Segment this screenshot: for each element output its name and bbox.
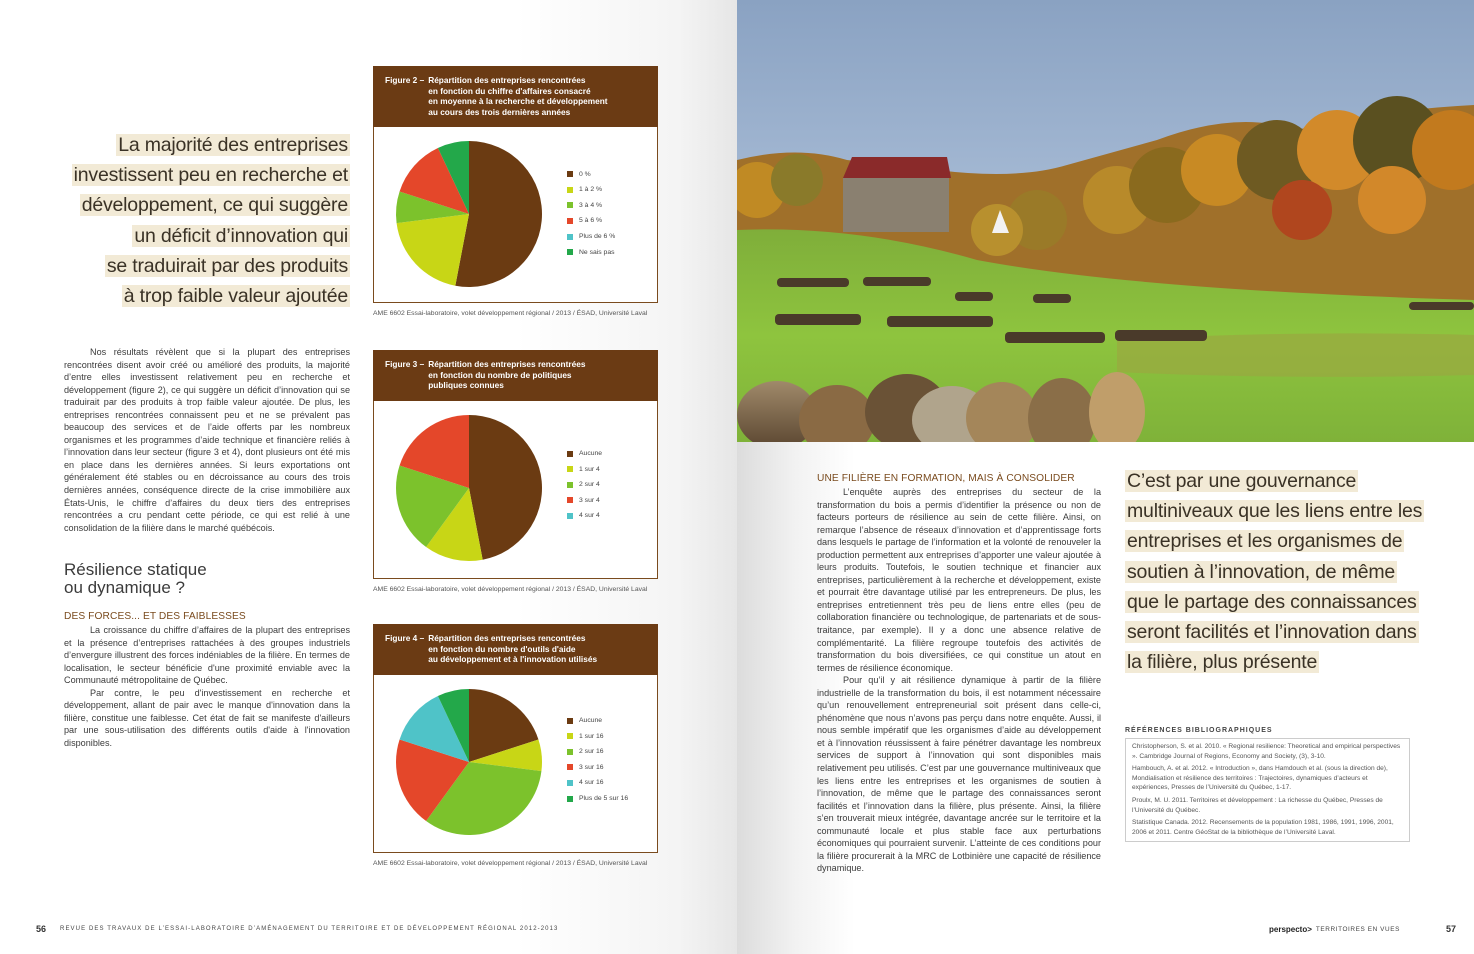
references-title: RÉFÉRENCES BIBLIOGRAPHIQUES [1125,727,1273,734]
pullquote-line: multiniveaux que les liens entre les [1127,500,1423,523]
section-title-line: Résilience statique [64,560,207,579]
right-page [737,0,1474,954]
legend-label: 3 sur 16 [579,763,604,771]
landscape-photo [737,0,1474,442]
legend-swatch [567,171,573,177]
figure-title-line: en moyenne à la recherche et développement [428,96,608,107]
figure-3 [373,350,658,594]
pullquote-line: La majorité des entreprises [118,134,348,156]
legend-swatch [567,466,573,472]
legend-label: Plus de 5 sur 16 [579,795,629,803]
figure-label: Figure 3 – [385,359,425,369]
pullquote-line: se traduirait par des produits [106,254,348,277]
chart-legend [567,166,615,260]
figure-title-line: publiques connues [428,380,504,391]
reference-item: Statistique Canada. 2012. Recensements de la population 1981, 1986, 1991, 1996, 2001, 2006 et 2011. Centre GéoStat de la bibliothèque de l’Université Laval. [1132,819,1394,836]
legend-label: 1 sur 16 [579,732,604,740]
legend-label: 2 sur 4 [579,481,600,489]
reference-item: Christopherson, S. et al. 2010. « Regional resilience: Theoretical and empirical perspectives ». Cambridge Journal of Regions, Economy and Society, (3), 3-10. [1132,743,1401,760]
paragraph: Nos résultats révèlent que si la plupart des entreprises rencontrées disent avoir créé ou amélioré des produits, la majorité d’entre elles investissent relativement peu en recherche et développement (figure 2), ce qui suggère un déficit d’innovation qui se traduirait par des produits à trop faible valeur ajoutée. De plus, les entreprises rencontrées connaissent peu et ne se prévalent pas beaucoup des services et de l’aide offerts par les nombreux organismes et les programmes d’aide technique et financière reliés à l’innovation dans leur secteur (figure 3 et 4), dont plusieurs ont été mis en place dans les dernières années. Si leurs exportations ont généralement été stables ou en décroissance au cours des trois dernières années, conséquence directe de la crise immobilière aux États-Unis, le chiffre d’affaires du deux tiers des entreprises rencontrées a cru pendant cette période, ce qui est relié à une consolidation de la filière dans le marché québécois. [64,347,350,533]
figure-label: Figure 2 – [385,75,425,85]
legend-item [567,244,615,260]
legend-label: 3 sur 4 [579,496,600,504]
chart-area [373,675,658,853]
legend-swatch [567,764,573,770]
legend-item [567,166,615,182]
figure-title-line: au développement et à l'innovation utilisés [428,654,598,665]
figure-title [428,359,585,391]
chart-area [373,401,658,579]
legend-swatch [567,780,573,786]
legend-item [567,229,615,245]
legend-swatch [567,218,573,224]
pullquote-right [1125,466,1425,677]
figure-title-line: en fonction du nombre de politiques [428,369,572,380]
legend-item [567,791,628,807]
pullquote-line: soutien à l’innovation, de même [1127,560,1396,583]
footer-right [1269,924,1456,934]
pullquote-line: à trop faible valeur ajoutée [123,285,348,308]
legend-label: 4 sur 4 [579,512,600,520]
figure-header [373,350,658,401]
pullquote-line: que le partage des connaissances [1127,590,1417,613]
legend-label: Aucune [579,450,603,458]
legend-label: 4 sur 16 [579,779,604,787]
page-number: 57 [1445,924,1456,934]
pullquote-line: seront facilités et l’innovation dans [1127,621,1417,644]
paragraph: La croissance du chiffre d’affaires de la plupart des entreprises et la présence d’entreprises rattachées à des groupes industriels d’envergure illustrent des forces indéniables de la filière. En termes de localisation, le secteur bénéficie d'une proximité enviable avec la Communauté métropolitaine de Québec. [64,625,350,686]
pullquote-line: la filière, plus présente [1127,651,1318,674]
legend-item [567,198,615,214]
pullquote-line: C’est par une gouvernance [1127,470,1357,492]
figure-title-line: en fonction du chiffre d'affaires consacré [428,85,591,96]
footer-left [36,924,559,934]
figure-source: AME 6602 Essai-laboratoire, volet développement régional / 2013 / ÉSAD, Université Laval [373,585,648,593]
brand-logo: perspecto> [1269,924,1312,934]
paragraph: Par contre, le peu d'investissement en recherche et développement, allant de pair avec le manque d'innovation dans la filière, constitue une faiblesse. Cet état de fait se manifeste d'ailleurs par une sous-utilisation des différents outils d'aide à l'innovation disponibles. [64,687,350,748]
legend-label: 5 à 6 % [579,217,603,225]
legend-label: 0 % [579,170,591,178]
subsection-title: DES FORCES... ET DES FAIBLESSES [64,611,246,622]
legend-item [567,713,628,729]
figure-source: AME 6602 Essai-laboratoire, volet développement régional / 2013 / ÉSAD, Université Laval [373,859,648,867]
legend-swatch [567,718,573,724]
legend-swatch [567,249,573,255]
figure-title [428,633,597,665]
pie-chart [394,139,544,289]
legend-item [567,461,602,477]
legend-item [567,182,615,198]
figure-title-line: en fonction du nombre d'outils d'aide [428,643,576,654]
legend-item [567,493,602,509]
pullquote-line: développement, ce qui suggère [81,194,348,217]
series-title: TERRITOIRES EN VUES [1315,925,1400,933]
pie-chart [394,687,544,837]
legend-item [567,213,615,229]
legend-item [567,744,628,760]
figure-header [373,66,658,127]
legend-item [567,446,602,462]
legend-swatch [567,202,573,208]
paragraph: L’enquête auprès des entreprises du secteur de la transformation du bois a permis d’identifier la présence ou non de facteurs porteurs de résilience au sein de cette filière. Ainsi, on remarque l’absence de réseaux d’innovation et d’apprentissage forts dans lesquels le partage de l’information et la volonté de renouveler la production permettent aux entreprises d’apporter une valeur ajoutée à leurs produits. Toutefois, le soutien technique et financier aux entreprises, particulièrement à la recherche et développement, existe et pourrait être davantage utilisé par les entrepreneurs. De plus, les entreprises entretiennent très peu de liens entre elles (peu de collaboration financière ou technologique, de partenariats et de sous-traitance, par exemple). Il y a donc une absence relative de complémentarité. La filière regroupe toutefois des activités de transformation du bois diversifiées, ce qui constitue un atout en termes de résilience économique. [817,487,1101,673]
running-title: REVUE DES TRAVAUX DE L’ESSAI-LABORATOIRE D’AMÉNAGEMENT DU TERRITOIRE ET DE DÉVELOPPEMENT RÉGIONAL 2012-2013 [60,926,559,932]
legend-item [567,477,602,493]
figure-title [428,75,607,117]
legend-label: 1 sur 4 [579,465,600,473]
legend-label: 3 à 4 % [579,201,603,209]
section-title-line: ou dynamique ? [64,578,185,597]
legend-item [567,728,628,744]
pie-slice-aucune [469,415,542,560]
figure-title-line: Répartition des entreprises rencontrées [428,359,586,369]
figure-label: Figure 4 – [385,633,425,643]
legend-label: Ne sais pas [579,248,615,256]
chart-area [373,127,658,303]
legend-item [567,508,602,524]
figure-title-line: Répartition des entreprises rencontrées [428,75,586,85]
legend-swatch [567,497,573,503]
subsection-title: UNE FILIÈRE EN FORMATION, MAIS À CONSOLIDER [817,473,1075,484]
legend-swatch [567,733,573,739]
figure-2 [373,66,658,319]
reference-item: Proulx, M. U. 2011. Territoires et développement : La richesse du Québec, Presses de l’Université du Québec. [1132,796,1383,814]
chart-legend [567,446,602,524]
legend-swatch [567,234,573,240]
paragraph: Pour qu’il y ait résilience dynamique à partir de la filière industrielle de la transformation du bois, il est notamment nécessaire qu’un renouvellement entrepreneurial soit présent dans celle-ci, phénomène que nous n’avons pas perçu dans notre enquête. Aussi, il nous semble impératif que les organismes d’aide au développement et à l’innovation réussissent à faire pénétrer davantage les nombreux services de support à l’innovation qui sont disponibles mais relativement peu utilisés. C’est par une gouvernance multiniveaux que les liens entre les entreprises et les organismes de soutien à l’innovation, de même que le partage des connaissances seront facilités et l’innovation dans la filière, plus présente. Ainsi, la filière s’en trouverait mieux intégrée, davantage ancrée sur le territoire et la communauté locale et plus stable face aux perturbations économiques qui pourraient survenir. L’atteinte de ces conditions pour la filière procurerait à la MRC de Lotbinière une capacité de résilience dynamique. [817,675,1101,874]
figure-title-line: Répartition des entreprises rencontrées [428,633,586,643]
figure-source: AME 6602 Essai-laboratoire, volet développement régional / 2013 / ÉSAD, Université Laval [373,310,648,318]
references [1125,727,1410,842]
reference-item: Hambouch, A. et al. 2012. « Introduction », dans Hamdouch et al. (sous la direction de), Mondialisation et résilience des territoires : Trajectoires, dynamiques d’acteurs et expériences, Presses de l’Université du Québec, 1-17. [1132,765,1388,792]
pullquote-left [70,130,350,311]
legend-swatch [567,482,573,488]
barn [843,157,951,232]
figure-4 [373,624,658,868]
legend-swatch [567,749,573,755]
figure-header [373,624,658,675]
pullquote-line: investissent peu en recherche et [73,164,348,187]
chart-legend [567,713,628,807]
legend-label: Aucune [579,717,603,725]
figure-title-line: au cours des trois dernières années [428,106,571,117]
pullquote-line: entreprises et les organismes de [1127,530,1403,553]
intro-text [64,346,350,534]
legend-item [567,775,628,791]
legend-label: 1 à 2 % [579,186,603,194]
pie-chart [394,413,544,563]
legend-swatch [567,187,573,193]
legend-label: Plus de 6 % [579,233,616,241]
main-text [817,486,1101,875]
photo-illustration [737,0,1474,442]
legend-swatch [567,451,573,457]
page-number: 56 [36,924,47,934]
forces-text [64,624,350,749]
pullquote-line: un déficit d’innovation qui [134,224,348,247]
legend-swatch [567,513,573,519]
references-box [1125,738,1410,842]
legend-label: 2 sur 16 [579,748,604,756]
legend-item [567,760,628,776]
section-title [64,561,207,597]
legend-swatch [567,796,573,802]
